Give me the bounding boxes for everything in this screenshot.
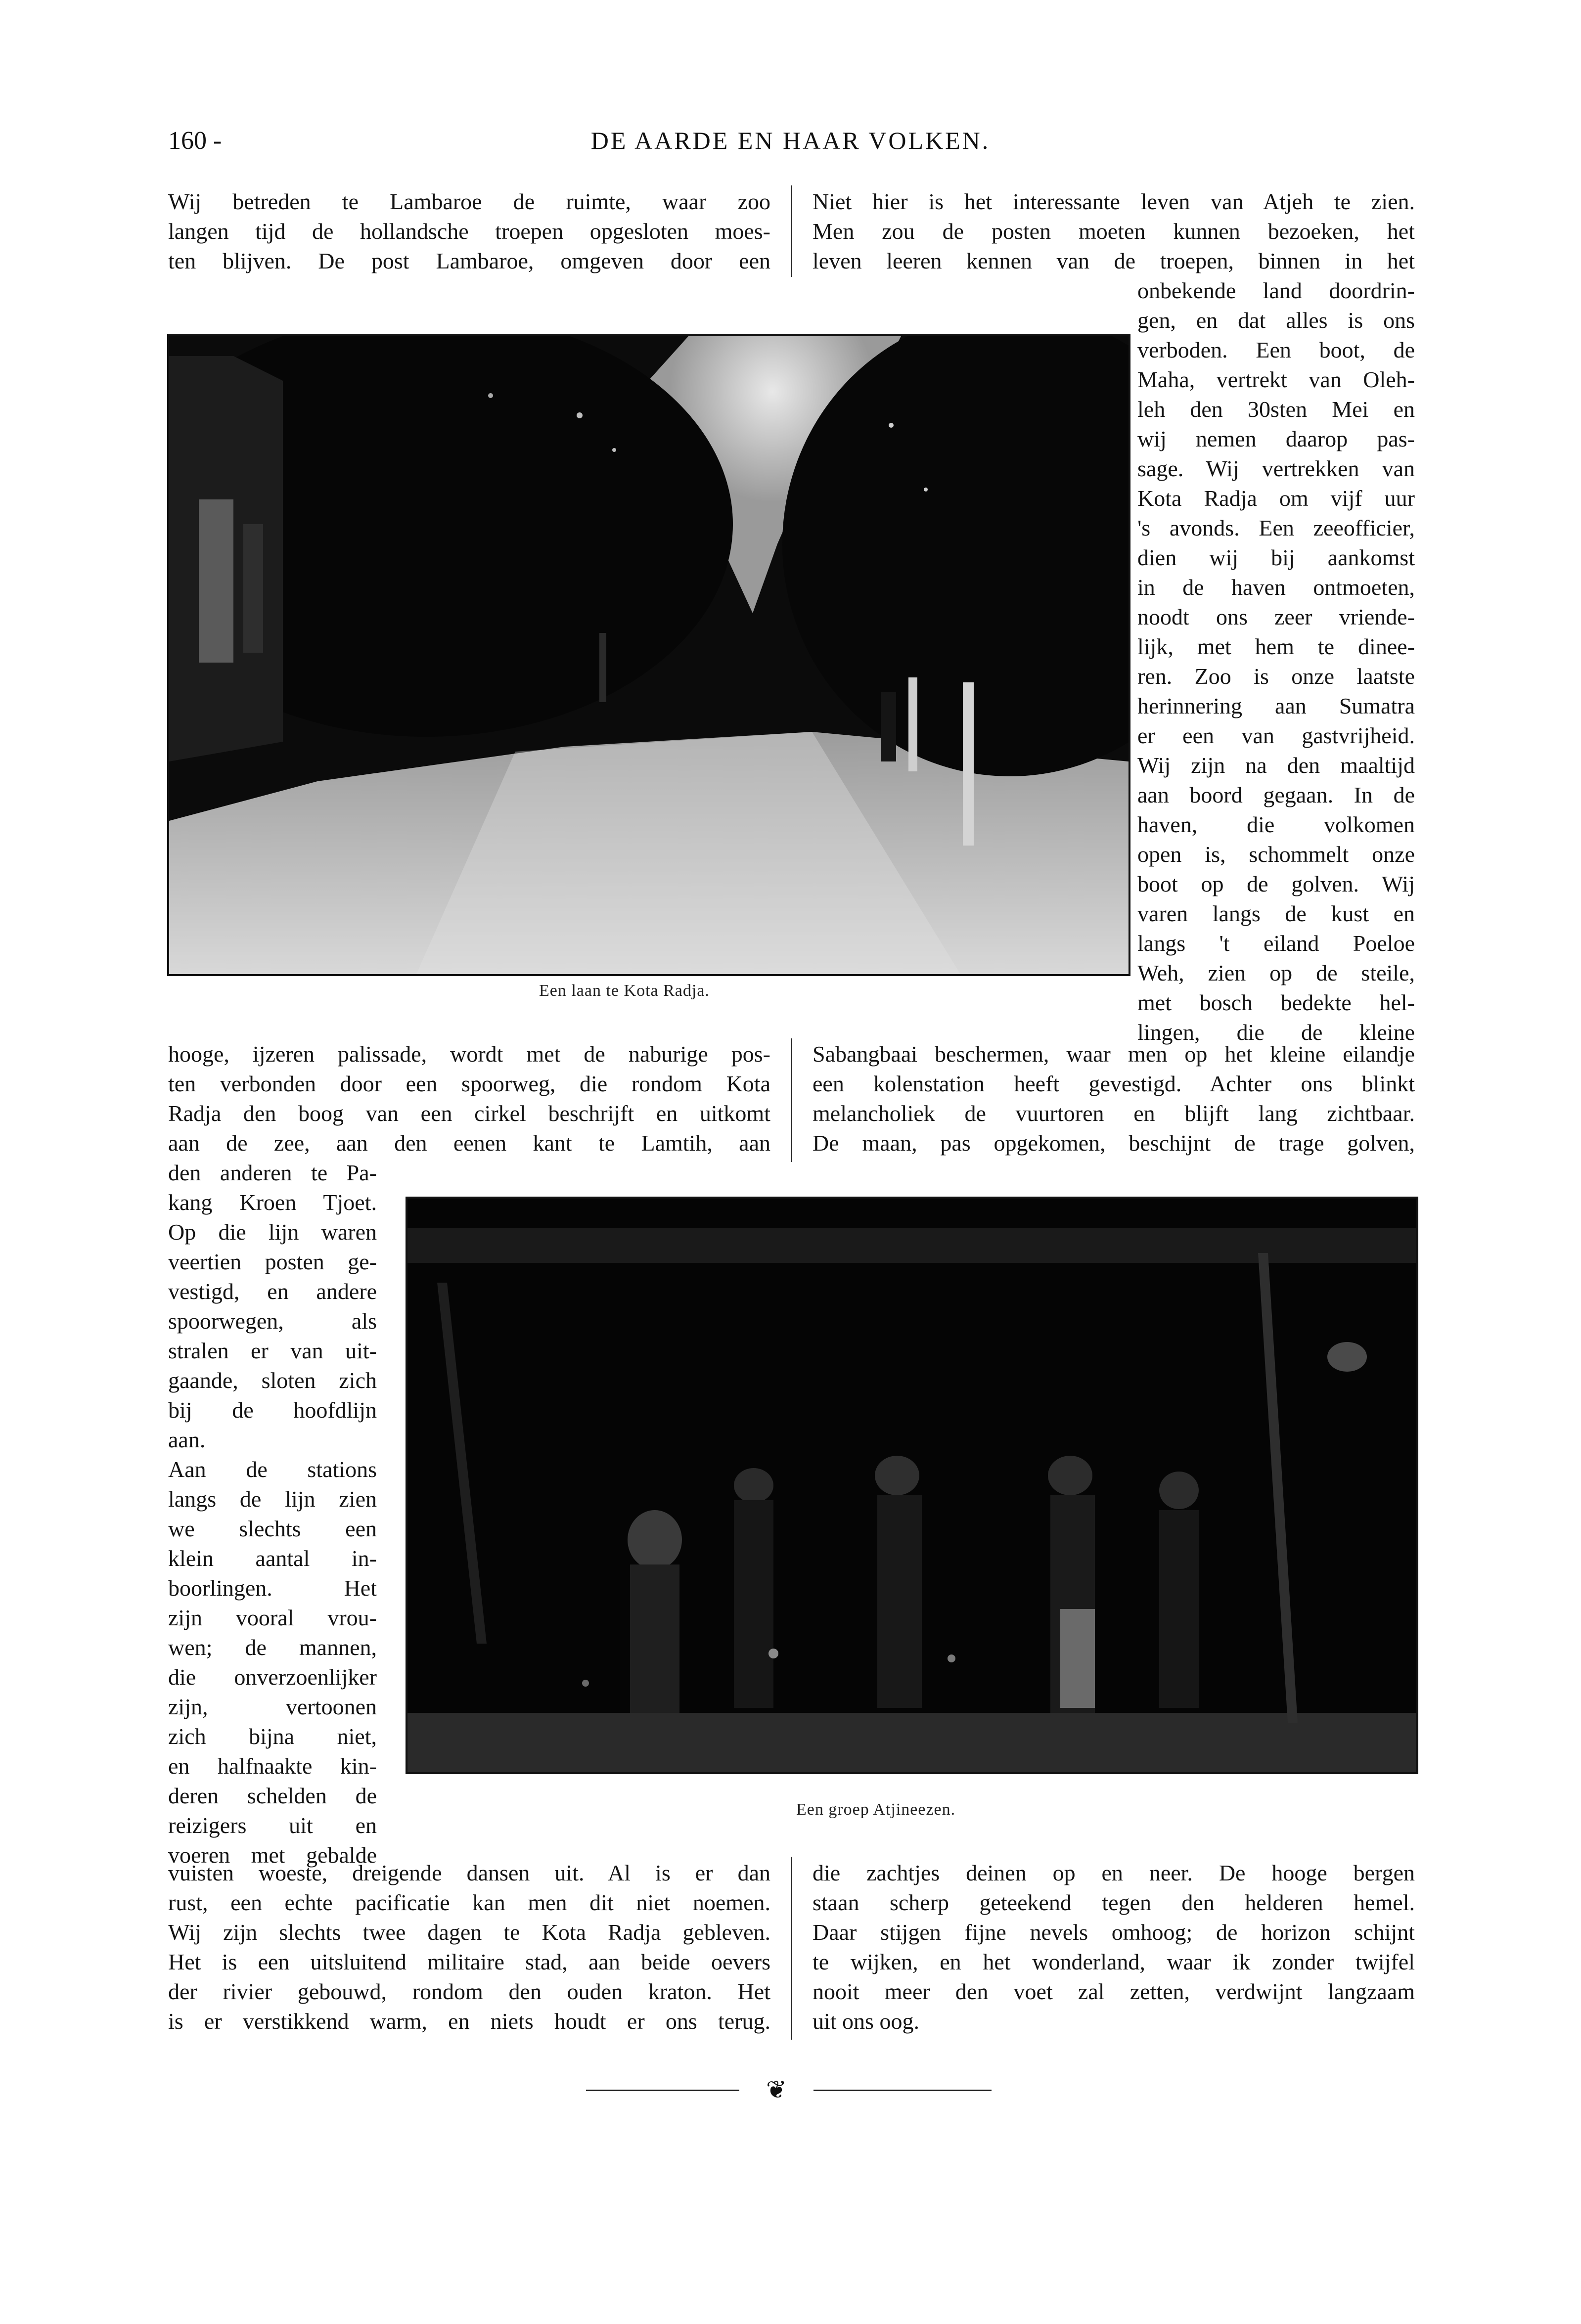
- text-line: leven leeren kennen van de troepen, binnen in het: [813, 248, 1415, 273]
- figure-laan-kota-radja: [167, 334, 1130, 976]
- text-line: hooge, ijzeren palissade, wordt met de naburige pos-: [168, 1041, 770, 1067]
- text-line: Radja den boog van een cirkel beschrijft en uitkomt: [168, 1101, 770, 1126]
- group-photo: [407, 1199, 1416, 1772]
- text-line: een kolenstation heeft gevestigd. Achter ons blinkt: [813, 1071, 1415, 1096]
- text-line: wij nemen daarop pas-: [1137, 426, 1415, 451]
- text-line: ren. Zoo is onze laatste: [1137, 664, 1415, 689]
- text-line: deren schelden de: [168, 1783, 377, 1808]
- text-line: open is, schommelt onze: [1137, 842, 1415, 867]
- text-line: vuisten woeste, dreigende dansen uit. Al is er dan: [168, 1860, 770, 1885]
- text-line: Maha, vertrekt van Oleh-: [1137, 367, 1415, 392]
- text-line: aan de zee, aan den eenen kant te Lamtih, aan: [168, 1130, 770, 1156]
- column-rule-top: [791, 185, 792, 277]
- text-line: spoorwegen, als: [168, 1308, 377, 1334]
- text-line: langen tijd de hollandsche troepen opgesloten moes-: [168, 219, 770, 244]
- text-line: Wij zijn na den maaltijd: [1137, 753, 1415, 778]
- column-rule-bottom: [791, 1857, 792, 2040]
- text-line: kang Kroen Tjoet.: [168, 1190, 377, 1215]
- text-line: Men zou de posten moeten kunnen bezoeken, het: [813, 219, 1415, 244]
- text-line: Het is een uitsluitend militaire stad, aan beide oevers: [168, 1949, 770, 1974]
- avenue-photo: [169, 336, 1129, 974]
- text-line: boot op de golven. Wij: [1137, 871, 1415, 896]
- page-number: 160 -: [168, 127, 222, 155]
- text-line: ten blijven. De post Lambaroe, omgeven door een: [168, 248, 770, 273]
- text-line: boorlingen. Het: [168, 1575, 377, 1601]
- text-line: Niet hier is het interessante leven van Atjeh te zien.: [813, 189, 1415, 214]
- text-line: reizigers uit en: [168, 1813, 377, 1838]
- text-line: met bosch bedekte hel-: [1137, 990, 1415, 1015]
- text-line: Wij betreden te Lambaroe de ruimte, waar zoo: [168, 189, 770, 214]
- text-line: klein aantal in-: [168, 1546, 377, 1571]
- text-line: onbekende land doordrin-: [1137, 278, 1415, 303]
- text-line: ten verbonden door een spoorweg, die rondom Kota: [168, 1071, 770, 1096]
- text-line: dien wij bij aankomst: [1137, 545, 1415, 570]
- figure-groep-atjineezen: [406, 1197, 1418, 1774]
- text-line: der rivier gebouwd, rondom den ouden kraton. Het: [168, 1979, 770, 2004]
- text-line: te wijken, en het wonderland, waar ik zonder twijfel: [813, 1949, 1415, 1974]
- text-line: zijn vooral vrou-: [168, 1605, 377, 1630]
- text-line: lijk, met hem te dinee-: [1137, 634, 1415, 659]
- text-line: Weh, zien op de steile,: [1137, 960, 1415, 985]
- text-line: verboden. Een boot, de: [1137, 337, 1415, 362]
- text-line: Sabangbaai beschermen, waar men op het kleine eilandje: [813, 1041, 1415, 1067]
- text-line: Op die lijn waren: [168, 1219, 377, 1245]
- text-line: lingen, die de kleine: [1137, 1020, 1415, 1045]
- text-line: Daar stijgen fijne nevels omhoog; de horizon schijnt: [813, 1920, 1415, 1945]
- text-line: wen; de mannen,: [168, 1635, 377, 1660]
- text-line: langs de lijn zien: [168, 1486, 377, 1512]
- text-line: rust, een echte pacificatie kan men dit niet noemen.: [168, 1890, 770, 1915]
- text-line: aan.: [168, 1427, 206, 1452]
- text-line: herinnering aan Sumatra: [1137, 693, 1415, 718]
- text-line: Kota Radja om vijf uur: [1137, 486, 1415, 511]
- ornament-rule-right: [813, 2090, 992, 2091]
- text-line: den anderen te Pa-: [168, 1160, 377, 1185]
- column-rule-mid: [791, 1038, 792, 1162]
- text-line: De maan, pas opgekomen, beschijnt de trage golven,: [813, 1130, 1415, 1156]
- ornament-rule-left: [586, 2090, 739, 2091]
- text-line: uit ons oog.: [813, 2009, 919, 2034]
- text-line: die onverzoenlijker: [168, 1664, 377, 1690]
- text-line: Wij zijn slechts twee dagen te Kota Radja gebleven.: [168, 1920, 770, 1945]
- text-line: voeren met gebalde: [168, 1842, 377, 1868]
- text-line: die zachtjes deinen op en neer. De hooge bergen: [813, 1860, 1415, 1885]
- text-line: staan scherp geteekend tegen den helderen hemel.: [813, 1890, 1415, 1915]
- text-line: 's avonds. Een zeeofficier,: [1137, 515, 1415, 540]
- text-line: haven, die volkomen: [1137, 812, 1415, 837]
- text-line: langs 't eiland Poeloe: [1137, 931, 1415, 956]
- text-line: sage. Wij vertrekken van: [1137, 456, 1415, 481]
- text-line: in de haven ontmoeten,: [1137, 575, 1415, 600]
- ornament-glyph: ❦: [766, 2076, 787, 2103]
- text-line: veertien posten ge-: [168, 1249, 377, 1274]
- text-line: vestigd, en andere: [168, 1279, 377, 1304]
- running-title: DE AARDE EN HAAR VOLKEN.: [590, 127, 991, 154]
- text-line: gaande, sloten zich: [168, 1368, 377, 1393]
- text-line: en halfnaakte kin-: [168, 1753, 377, 1779]
- text-line: we slechts een: [168, 1516, 377, 1541]
- text-line: noodt ons zeer vriende-: [1137, 604, 1415, 629]
- text-line: zijn, vertoonen: [168, 1694, 377, 1719]
- text-line: bij de hoofdlijn: [168, 1397, 377, 1423]
- text-line: er een van gastvrijheid.: [1137, 723, 1415, 748]
- text-line: melancholiek de vuurtoren en blijft lang zichtbaar.: [813, 1101, 1415, 1126]
- text-line: is er verstikkend warm, en niets houdt er ons terug.: [168, 2009, 770, 2034]
- text-line: gen, en dat alles is ons: [1137, 308, 1415, 333]
- figure-2-caption: Een groep Atjineezen.: [796, 1800, 956, 1819]
- text-line: aan boord gegaan. In de: [1137, 782, 1415, 807]
- text-line: varen langs de kust en: [1137, 901, 1415, 926]
- text-line: Aan de stations: [168, 1457, 377, 1482]
- text-line: nooit meer den voet zal zetten, verdwijnt langzaam: [813, 1979, 1415, 2004]
- text-line: zich bijna niet,: [168, 1724, 377, 1749]
- text-line: stralen er van uit-: [168, 1338, 377, 1363]
- text-line: leh den 30sten Mei en: [1137, 397, 1415, 422]
- figure-1-caption: Een laan te Kota Radja.: [539, 982, 710, 1000]
